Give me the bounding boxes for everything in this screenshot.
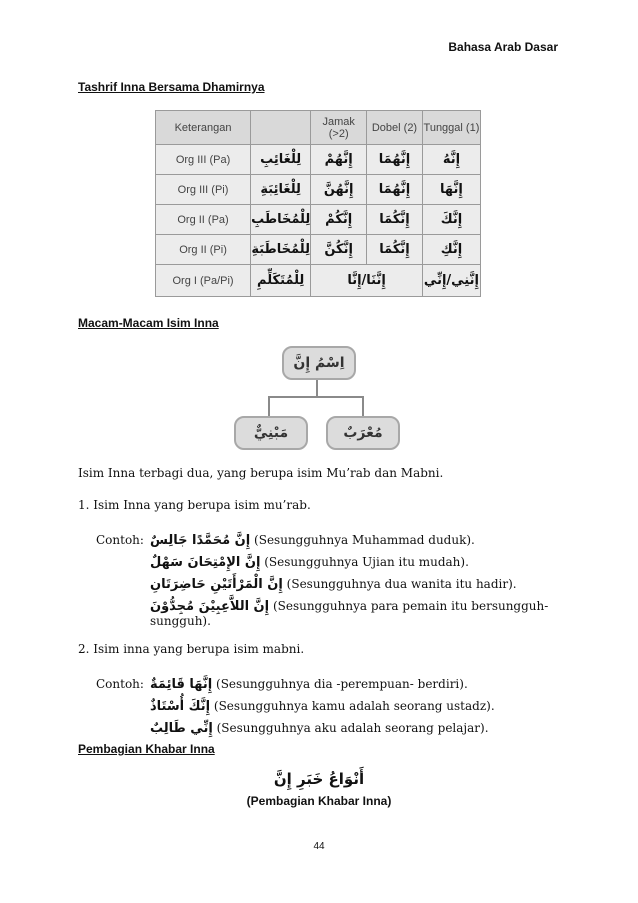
- connector-line: [362, 396, 364, 416]
- translation: (Sesungguhnya Ujian itu mudah).: [264, 555, 469, 569]
- intro-paragraph: Isim Inna terbagi dua, yang berupa isim Mu’rab dan Mabni.: [78, 466, 444, 480]
- translation: (Sesungguhnya dia -perempuan- berdiri).: [216, 677, 468, 691]
- col-dobel: Dobel (2): [367, 111, 423, 145]
- arabic-cell: إِنَّكُنَّ: [311, 235, 367, 265]
- contoh-label: Contoh:: [96, 677, 144, 691]
- arabic-cell: إِنَّهُمَا: [367, 145, 423, 175]
- arabic-cell: لِلْمُخَاطَبِ: [251, 205, 311, 235]
- translation: (Sesungguhnya Muhammad duduk).: [254, 533, 475, 547]
- example-line: [150, 719, 489, 738]
- arabic-cell: لِلْمُخَاطَبَةِ: [251, 235, 311, 265]
- running-header: Bahasa Arab Dasar: [448, 40, 558, 54]
- arabic-cell: لِلْمُتَكَلِّمِ: [251, 265, 311, 297]
- diagram-murab-node: مُعْرَبٌ: [326, 416, 400, 450]
- diagram-root-node: اِسْمُ إِنَّ: [282, 346, 356, 380]
- table-row: [156, 235, 481, 265]
- tashrif-table: [155, 110, 481, 297]
- arabic-cell: إِنَّكَ: [422, 205, 480, 235]
- arabic-cell: إِنَّكُمَا: [367, 235, 423, 265]
- translation-continued: sungguh).: [150, 614, 211, 628]
- translation: (Sesungguhnya para pemain itu bersungguh-: [272, 599, 549, 613]
- arabic-cell: إِنَّنِي/إِنِّي: [422, 265, 480, 297]
- connector-line: [316, 380, 318, 397]
- row-label: Org II (Pa): [156, 205, 251, 235]
- arabic-sentence: إِنِّي طَالِبٌ: [150, 721, 213, 736]
- arabic-cell: إِنَّنَا/إِنَّا: [311, 265, 423, 297]
- table-row: [156, 145, 481, 175]
- col-blank: [251, 111, 311, 145]
- translation: (Sesungguhnya aku adalah seorang pelajar).: [216, 721, 489, 735]
- section-heading-pembagian: Pembagian Khabar Inna: [78, 742, 215, 756]
- arabic-cell: إِنَّهَا: [422, 175, 480, 205]
- section-heading-tashrif: Tashrif Inna Bersama Dhamirnya: [78, 80, 265, 94]
- arabic-sentence: إِنَّ اللاَّعِبِيْنَ مُجِدُّوْنَ: [150, 599, 270, 614]
- row-label: Org III (Pi): [156, 175, 251, 205]
- arabic-cell: لِلْغَائِبَةِ: [251, 175, 311, 205]
- example-line: [150, 697, 495, 716]
- arabic-cell: إِنَّهُ: [422, 145, 480, 175]
- arabic-sentence: إِنَّ الإِمْتِحَانَ سَهْلٌ: [150, 555, 261, 570]
- row-label: Org II (Pi): [156, 235, 251, 265]
- arabic-sentence: إِنَّ مُحَمَّدًا جَالِسٌ: [150, 533, 251, 548]
- arabic-sentence: إِنَّ الْمَرْأَتَيْنِ حَاضِرَتَانِ: [150, 577, 283, 592]
- example-line: [150, 553, 469, 572]
- list-item-1: 1. Isim Inna yang berupa isim mu’rab.: [78, 498, 311, 512]
- arabic-title: أَنْوَاعُ خَبَرِ إِنَّ: [273, 770, 365, 788]
- table-row: [156, 205, 481, 235]
- arabic-cell: إِنَّكُمْ: [311, 205, 367, 235]
- arabic-sentence: إِنَّهَا قَائِمَةٌ: [150, 677, 213, 692]
- section-heading-macam: Macam-Macam Isim Inna: [78, 316, 219, 330]
- arabic-cell: إِنَّهُمَا: [367, 175, 423, 205]
- arabic-cell: إِنَّهُمْ: [311, 145, 367, 175]
- col-jamak: Jamak (>2): [311, 111, 367, 145]
- arabic-cell: إِنَّكِ: [422, 235, 480, 265]
- table-row: [156, 265, 481, 297]
- diagram-mabni-node: مَبْنِيٌّ: [234, 416, 308, 450]
- page-number: 44: [313, 841, 325, 852]
- translation: (Sesungguhnya dua wanita itu hadir).: [286, 577, 517, 591]
- example-line: [150, 531, 475, 550]
- row-label: Org I (Pa/Pi): [156, 265, 251, 297]
- translation: (Sesungguhnya kamu adalah seorang ustadz).: [213, 699, 495, 713]
- table-row: [156, 175, 481, 205]
- connector-line: [268, 396, 364, 398]
- example-line: [150, 675, 468, 694]
- arabic-sentence: إِنَّكَ أُسْتَاذٌ: [150, 699, 211, 714]
- arabic-cell: إِنَّكُمَا: [367, 205, 423, 235]
- table-header-row: [156, 111, 481, 145]
- list-item-2: 2. Isim inna yang berupa isim mabni.: [78, 642, 305, 656]
- arabic-cell: إِنَّهُنَّ: [311, 175, 367, 205]
- example-line: [150, 575, 517, 594]
- col-tunggal: Tunggal (1): [422, 111, 480, 145]
- section-subtitle: (Pembagian Khabar Inna): [246, 794, 392, 808]
- contoh-label: Contoh:: [96, 533, 144, 547]
- col-keterangan: Keterangan: [156, 111, 251, 145]
- connector-line: [268, 396, 270, 416]
- arabic-cell: لِلْغَائِبِ: [251, 145, 311, 175]
- row-label: Org III (Pa): [156, 145, 251, 175]
